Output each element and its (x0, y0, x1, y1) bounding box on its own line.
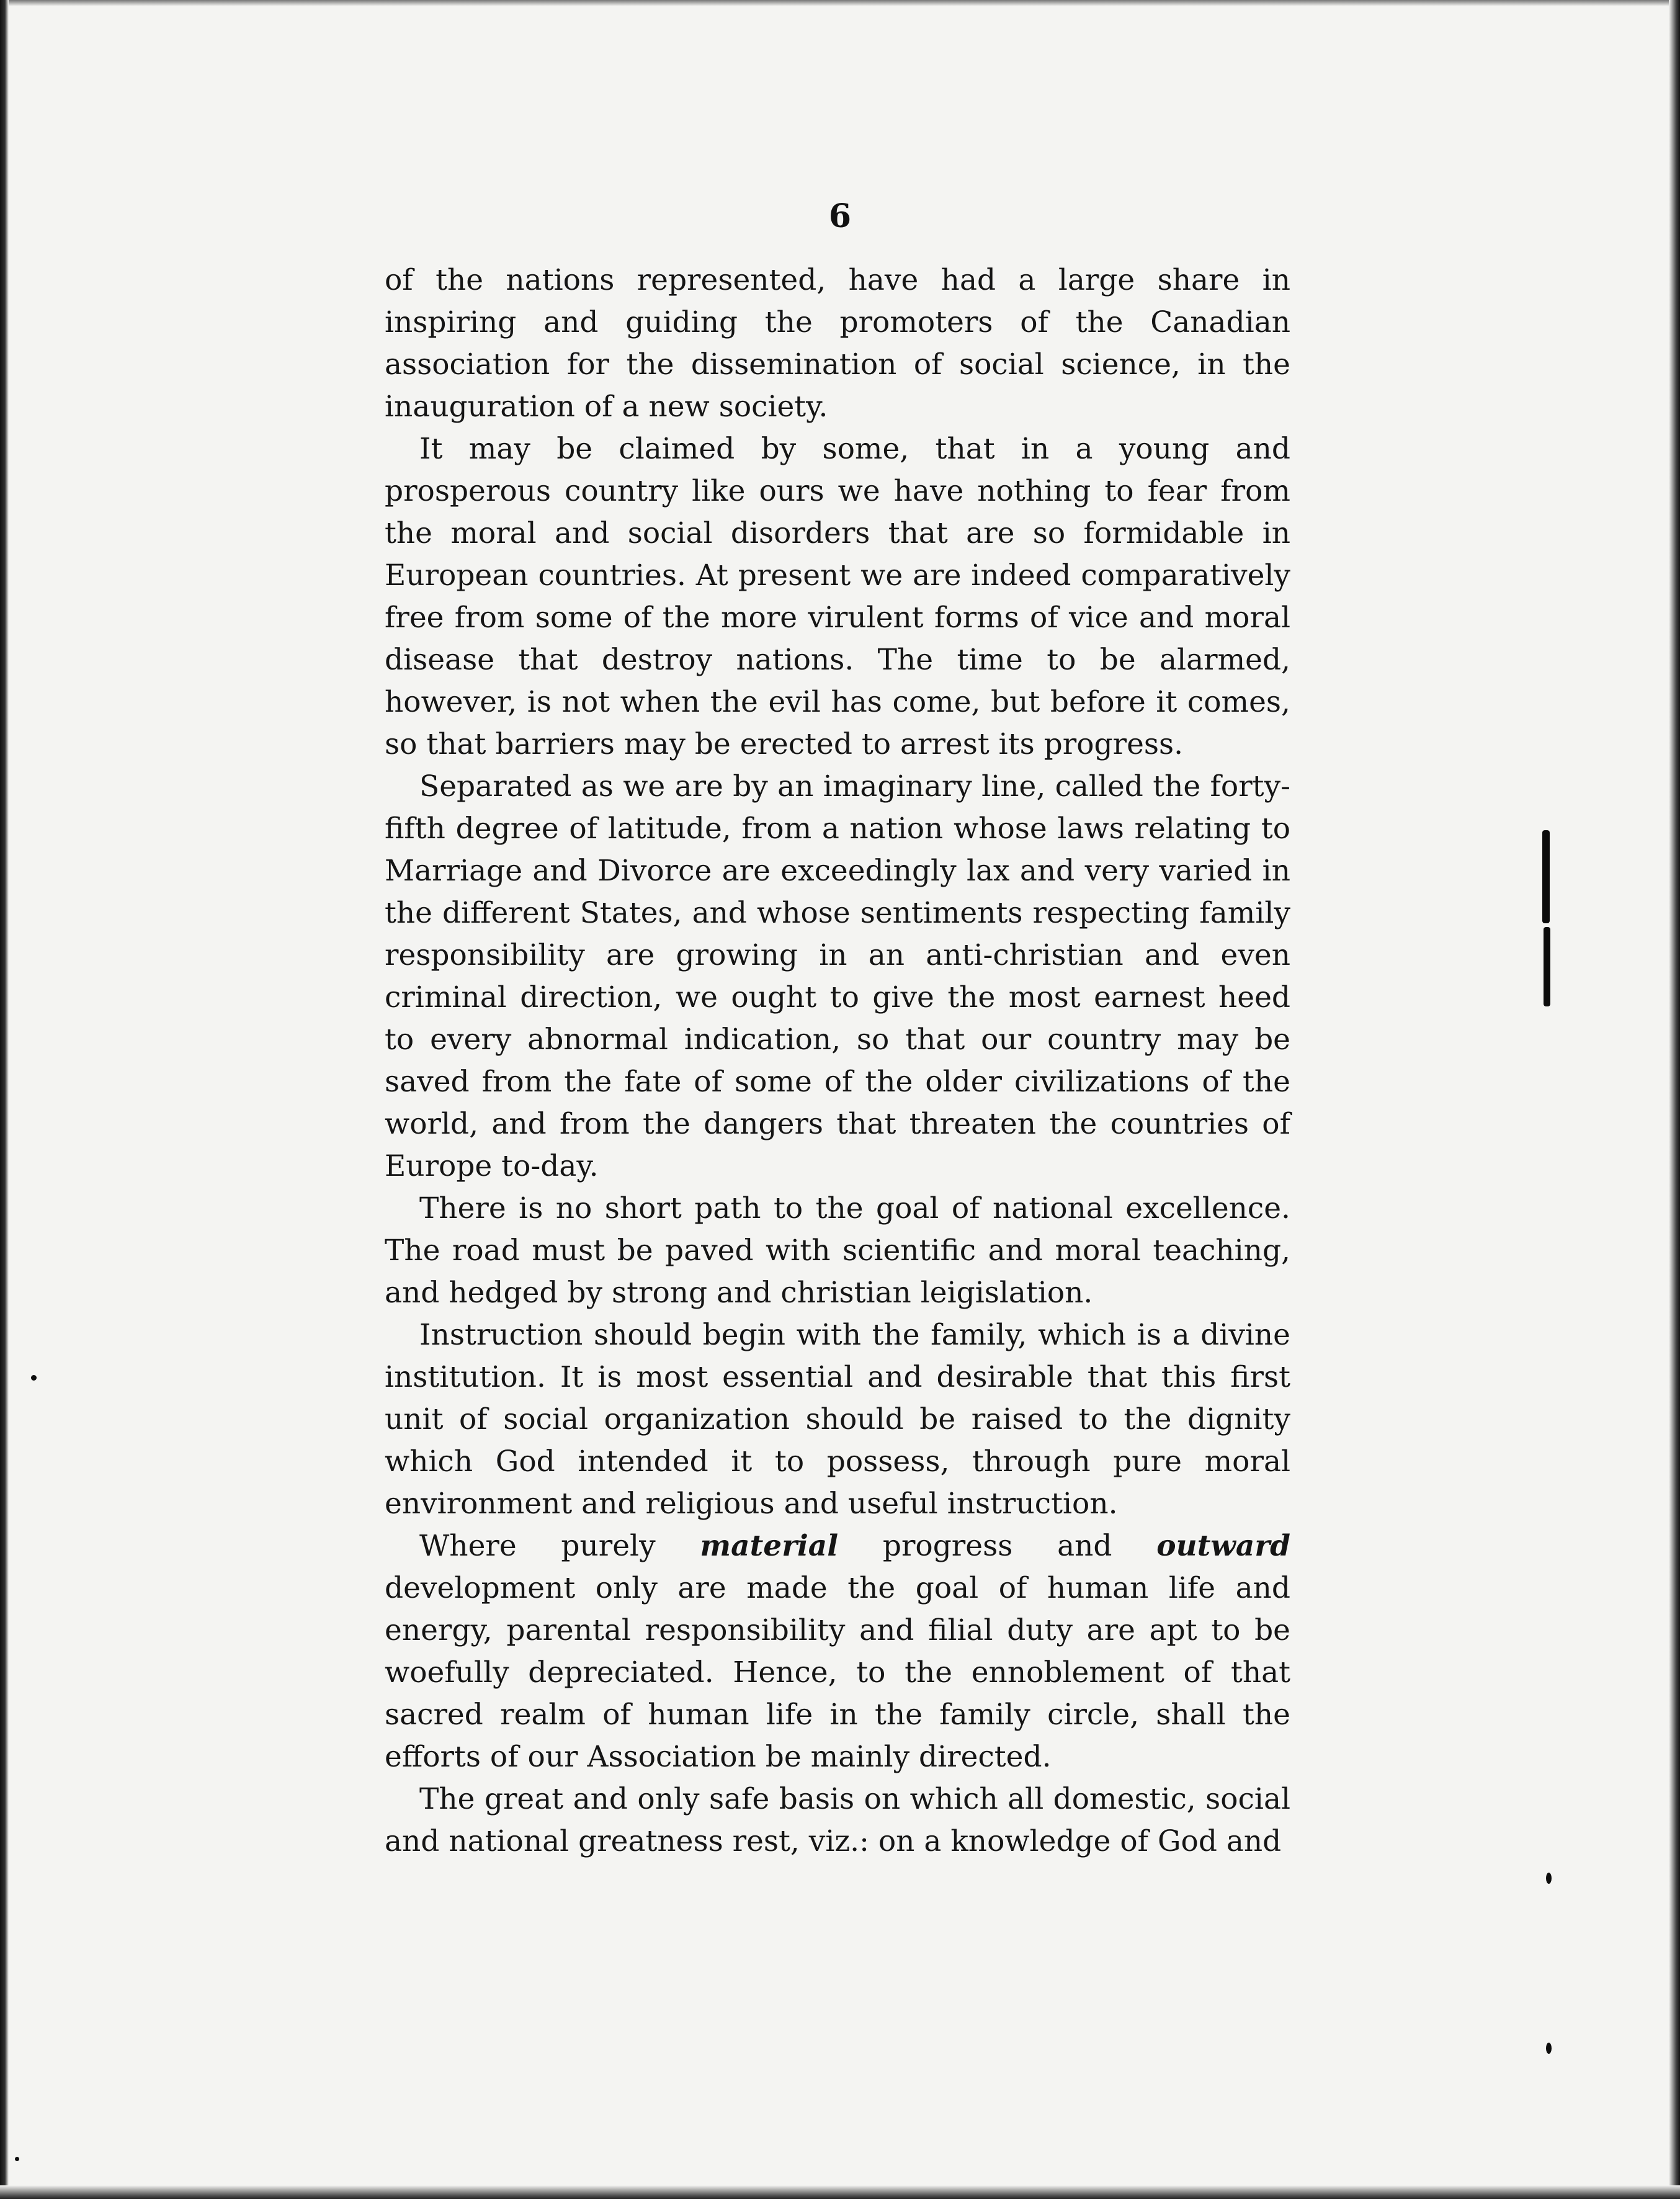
emphasis-material: material (700, 1529, 839, 1563)
paragraph-6-part-b: progress and (882, 1529, 1112, 1563)
page-number: 6 (828, 197, 852, 235)
paragraph-5: Instruction should begin with the family, which is a divine institution. It is most essential and desirable that this first unit of social organization should be raised to the dignity which God intended it to possess, through pure moral environment and religious and useful instruction. (385, 1318, 1290, 1521)
emphasis-outward: outward (1156, 1529, 1290, 1563)
margin-dot-left-2 (15, 2157, 19, 2161)
margin-dot-right-1 (1546, 1873, 1552, 1884)
bottom-page-edge (0, 2185, 1680, 2199)
paragraph-6-part-a: Where purely (419, 1529, 656, 1563)
margin-mark-lower (1544, 927, 1550, 1006)
margin-mark-upper (1542, 830, 1550, 923)
left-page-edge (0, 0, 9, 2199)
paragraph-7: The great and only safe basis on which all domestic, social and national greatness rest, viz.: on a knowledge of God and (385, 1782, 1290, 1858)
paragraph-1: of the nations represented, have had a large share in inspiring and guiding the promoters of the Canadian association for the dissemination of social science, in the inauguration of a new society. (385, 263, 1290, 424)
paragraph-3: Separated as we are by an imaginary line, called the forty-fifth degree of latitude, from a nation whose laws relating to Marriage and Divorce are exceedingly lax and very varied in the different States, and whose sentiments respecting family responsibility are growing in an anti-christian and even criminal direction, we ought to give the most earnest heed to every abnormal indication, so that our country may be saved from the fate of some of the older civilizations of the world, and from the dangers that threaten the countries of Europe to-day. (385, 769, 1290, 1183)
margin-dot-right-2 (1546, 2043, 1552, 2054)
paragraph-4: There is no short path to the goal of national excellence. The road must be paved with scientific and moral teaching, and hedged by strong and christian leigislation. (385, 1191, 1290, 1310)
paragraph-6-part-c: development only are made the goal of human life and energy, parental responsibility and filial duty are apt to be woefully depreciated. Hence, to the ennoblement of that sacred realm of human life in the family circle, shall the efforts of our Association be mainly directed. (385, 1571, 1290, 1774)
margin-dot-left-1 (31, 1375, 37, 1381)
body-text (385, 259, 1290, 1863)
right-page-edge (1669, 0, 1680, 2199)
paragraph-2: It may be claimed by some, that in a young and prosperous country like ours we have nothing to fear from the moral and social disorders that are so formidable in European countries. At present we are indeed comparatively free from some of the more virulent forms of vice and moral disease that destroy nations. The time to be alarmed, however, is not when the evil has come, but before it comes, so that barriers may be erected to arrest its progress. (385, 432, 1290, 761)
top-edge-shadow (0, 0, 1680, 6)
paragraph-6 (385, 1525, 1290, 1778)
